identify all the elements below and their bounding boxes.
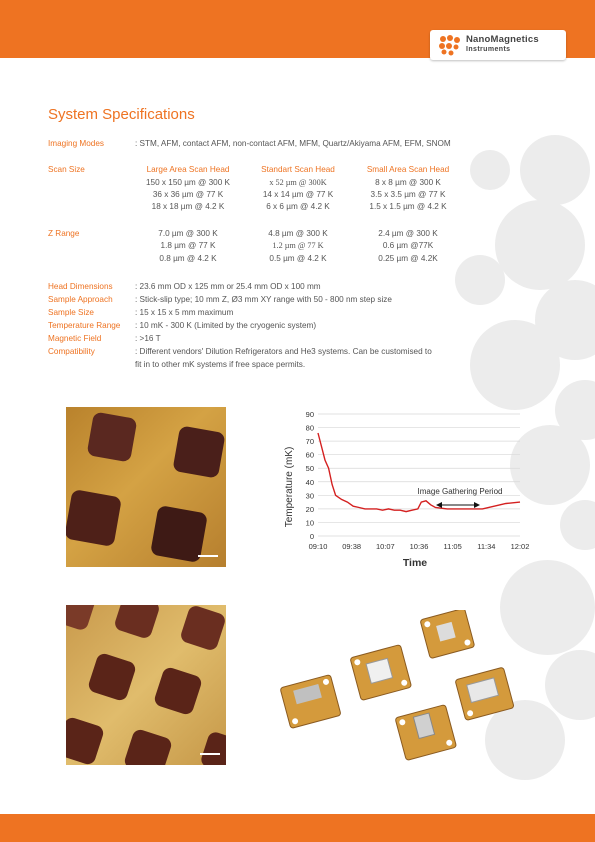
- chart-y-ticks: [306, 410, 314, 541]
- y-tick-label: 40: [305, 477, 314, 487]
- imaging-modes-label: Imaging Modes: [48, 139, 104, 148]
- scan-cell: 6 x 6 µm @ 4.2 K: [266, 202, 330, 211]
- spec-value-magnetic-field: : >16 T: [135, 334, 161, 343]
- x-tick-label: 11:05: [443, 542, 462, 551]
- z-cell: 0.8 µm @ 4.2 K: [159, 254, 217, 263]
- spec-value-sample-approach: : Stick-slip type; 10 mm Z, Ø3 mm XY range with 50 - 800 nm step size: [135, 295, 392, 304]
- x-tick-label: 09:38: [342, 542, 362, 551]
- chart-annotation: Image Gathering Period: [417, 487, 503, 496]
- spec-value-head-dimensions: : 23.6 mm OD x 125 mm or 25.4 mm OD x 100 mm: [135, 282, 321, 291]
- z-range-label: Z Range: [48, 229, 80, 238]
- y-tick-label: 60: [305, 450, 314, 460]
- annotation-arrow-icon: [436, 502, 480, 508]
- y-tick-label: 80: [305, 423, 314, 433]
- temperature-chart: [270, 402, 530, 572]
- z-cell: 4.8 µm @ 300 K: [268, 229, 328, 238]
- x-tick-label: 09:10: [308, 542, 328, 551]
- spec-value-compatibility-cont: fit in to other mK systems if free space permits.: [135, 360, 306, 369]
- scan-cell: 14 x 14 µm @ 77 K: [262, 190, 334, 199]
- x-tick-label: 10:36: [409, 542, 429, 551]
- decorative-circle: [495, 200, 585, 290]
- scan-cell: 1.5 x 1.5 µm @ 4.2 K: [369, 202, 447, 211]
- module-3: [280, 675, 341, 729]
- chart-grid: [318, 414, 520, 536]
- spec-label-magnetic-field: Magnetic Field: [48, 334, 102, 343]
- y-tick-label: 50: [305, 464, 314, 474]
- spec-value-sample-size: : 15 x 15 x 5 mm maximum: [135, 308, 234, 317]
- z-cell: 2.4 µm @ 300 K: [378, 229, 438, 238]
- x-tick-label: 10:07: [375, 542, 395, 551]
- y-tick-label: 0: [309, 532, 314, 541]
- spec-value-temperature-range: : 10 mK - 300 K (Limited by the cryogenic system): [135, 321, 317, 330]
- z-cell: 7.0 µm @ 300 K: [158, 229, 218, 238]
- scale-bar: [198, 555, 218, 557]
- brand-subname: Instruments: [466, 46, 511, 53]
- decorative-circle: [470, 320, 560, 410]
- afm-grid-image: [66, 605, 226, 765]
- z-cell: 0.25 µm @ 4.2K: [378, 254, 438, 263]
- section-title: System Specifications: [48, 106, 195, 123]
- y-tick-label: 30: [305, 491, 314, 501]
- scale-bar: [200, 753, 220, 755]
- chart-x-label: Time: [402, 557, 428, 569]
- module-2: [350, 645, 412, 701]
- z-cell: 0.5 µm @ 4.2 K: [269, 254, 327, 263]
- decorative-circle: [545, 650, 595, 720]
- spec-label-head-dimensions: Head Dimensions: [48, 282, 113, 291]
- z-cell: 1.2 µm @ 77 K: [272, 241, 324, 250]
- y-tick-label: 90: [305, 410, 314, 419]
- chart-x-ticks: [309, 542, 530, 551]
- scan-cell: 150 x 150 µm @ 300 K: [145, 178, 231, 187]
- footer-band: [0, 814, 595, 842]
- y-tick-label: 70: [305, 437, 314, 447]
- x-tick-label: 11:34: [477, 542, 496, 551]
- imaging-modes-value: : STM, AFM, contact AFM, non-contact AFM, MFM, Quartz/Akiyama AFM, EFM, SNOM: [135, 139, 451, 148]
- z-cell: 1.8 µm @ 77 K: [160, 241, 216, 250]
- spec-label-compatibility: Compatibility: [48, 347, 95, 356]
- brand-logo: [430, 30, 566, 60]
- chart-y-label: Temperature (mK): [284, 446, 295, 528]
- scan-header-large: Large Area Scan Head: [146, 165, 230, 174]
- module-1: [420, 610, 475, 659]
- y-tick-label: 20: [305, 504, 314, 514]
- scan-cell: 36 x 36 µm @ 77 K: [152, 190, 224, 199]
- decorative-circle: [470, 150, 510, 190]
- decorative-circle: [560, 500, 595, 550]
- y-tick-label: 10: [305, 518, 314, 528]
- spec-label-temperature-range: Temperature Range: [48, 321, 121, 330]
- scan-header-small: Small Area Scan Head: [366, 165, 450, 174]
- module-5: [395, 705, 457, 761]
- scan-size-label: Scan Size: [48, 165, 85, 174]
- scan-cell: 18 x 18 µm @ 4.2 K: [151, 202, 225, 211]
- x-tick-label: 12:02: [510, 542, 530, 551]
- logo-dots-icon: [438, 34, 462, 56]
- imaging-modes-row: [48, 139, 104, 148]
- temperature-series-line: [318, 433, 520, 512]
- module-4: [455, 667, 514, 721]
- decorative-circle: [520, 135, 590, 205]
- z-cell: 0.6 µm @77K: [382, 241, 434, 250]
- scan-header-standard: Standart Scan Head: [261, 165, 335, 174]
- scan-cell: x 52 µm @ 300K: [269, 178, 327, 187]
- spec-value-compatibility: : Different vendors' Dilution Refrigerators and He3 systems. Can be customised to: [135, 347, 432, 356]
- brand-name: NanoMagnetics: [466, 34, 539, 45]
- afm-scan-image: [66, 407, 226, 567]
- scan-cell: 3.5 x 3.5 µm @ 77 K: [370, 190, 446, 199]
- spec-label-sample-size: Sample Size: [48, 308, 94, 317]
- spec-label-sample-approach: Sample Approach: [48, 295, 113, 304]
- scan-head-modules-image: [270, 610, 530, 770]
- scan-cell: 8 x 8 µm @ 300 K: [375, 178, 441, 187]
